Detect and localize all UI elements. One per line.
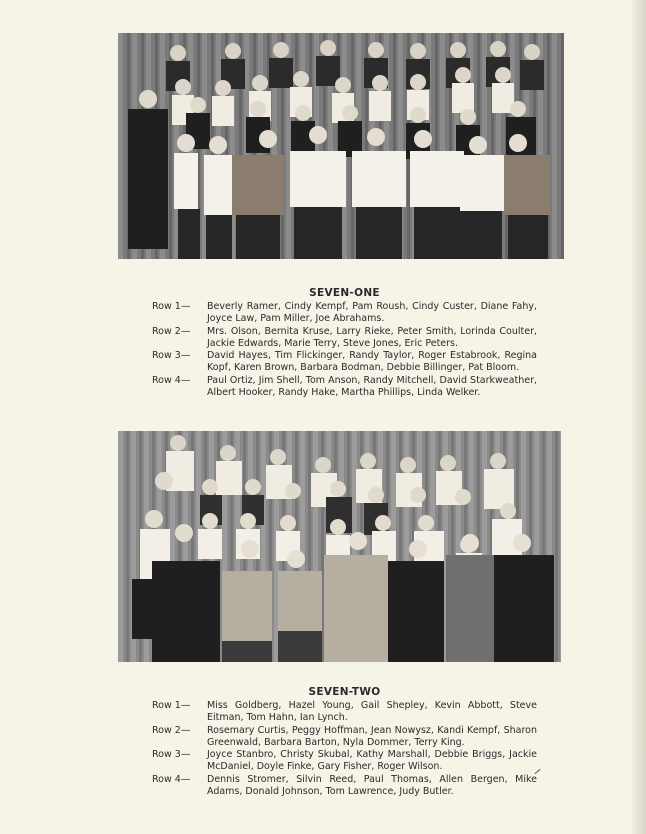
section-title: SEVEN-TWO	[308, 686, 381, 698]
row-label: Row 4—	[152, 773, 191, 785]
row-label: Row 1—	[152, 700, 191, 711]
caption-row	[152, 774, 537, 798]
row-names: Joyce Stanbro, Christy Skubal, Kathy Marshall, Debbie Briggs, Jackie McDaniel, Doyle Finke, Gary Fisher, Roger Wilson.	[207, 749, 537, 772]
page-edge	[632, 0, 646, 834]
row-label: Row 2—	[152, 325, 191, 337]
caption-row	[152, 350, 537, 374]
caption-seven-one	[152, 287, 537, 399]
caption-row	[152, 301, 537, 325]
row-names: Mrs. Olson, Bernita Kruse, Larry Rieke, Peter Smith, Lorinda Coulter, Jackie Edwards, Marie Terry, Steve Jones, Eric Peters.	[207, 325, 537, 349]
row-names: Miss Goldberg, Hazel Young, Gail Shepley, Kevin Abbott, Steve Eitman, Tom Hahn, Ian Lynch.	[207, 700, 537, 723]
row-label: Row 2—	[152, 724, 191, 736]
row-names: Rosemary Curtis, Peggy Hoffman, Jean Nowysz, Kandi Kempf, Sharon Greenwald, Barbara Barton, Nyla Dommer, Terry King.	[207, 724, 537, 748]
caption-row	[152, 749, 537, 773]
row-names: David Hayes, Tim Flickinger, Randy Taylor, Roger Estabrook, Regina Kopf, Karen Brown, Barbara Bodman, Debbie Billinger, Pat Bloom.	[207, 350, 537, 373]
caption-row	[152, 326, 537, 350]
caption-row	[152, 375, 537, 399]
row-label: Row 1—	[152, 301, 191, 312]
row-label: Row 4—	[152, 374, 191, 386]
caption-row	[152, 725, 537, 749]
row-names: Paul Ortiz, Jim Shell, Tom Anson, Randy Mitchell, David Starkweather, Albert Hooker, Randy Hake, Martha Phillips, Linda Welker.	[207, 374, 537, 398]
section-title: SEVEN-ONE	[309, 287, 380, 299]
row-names: Beverly Ramer, Cindy Kempf, Pam Roush, Cindy Custer, Diane Fahy, Joyce Law, Pam Miller, Joe Abrahams.	[207, 301, 537, 324]
row-label: Row 3—	[152, 749, 191, 760]
caption-seven-two	[152, 686, 537, 798]
row-label: Row 3—	[152, 350, 191, 361]
class-photo-seven-two	[118, 431, 561, 662]
class-photo-seven-one	[118, 33, 564, 259]
row-names: Dennis Stromer, Silvin Reed, Paul Thomas, Allen Bergen, Mike Adams, Donald Johnson, Tom Lawrence, Judy Butler.	[207, 773, 537, 797]
caption-row	[152, 700, 537, 724]
